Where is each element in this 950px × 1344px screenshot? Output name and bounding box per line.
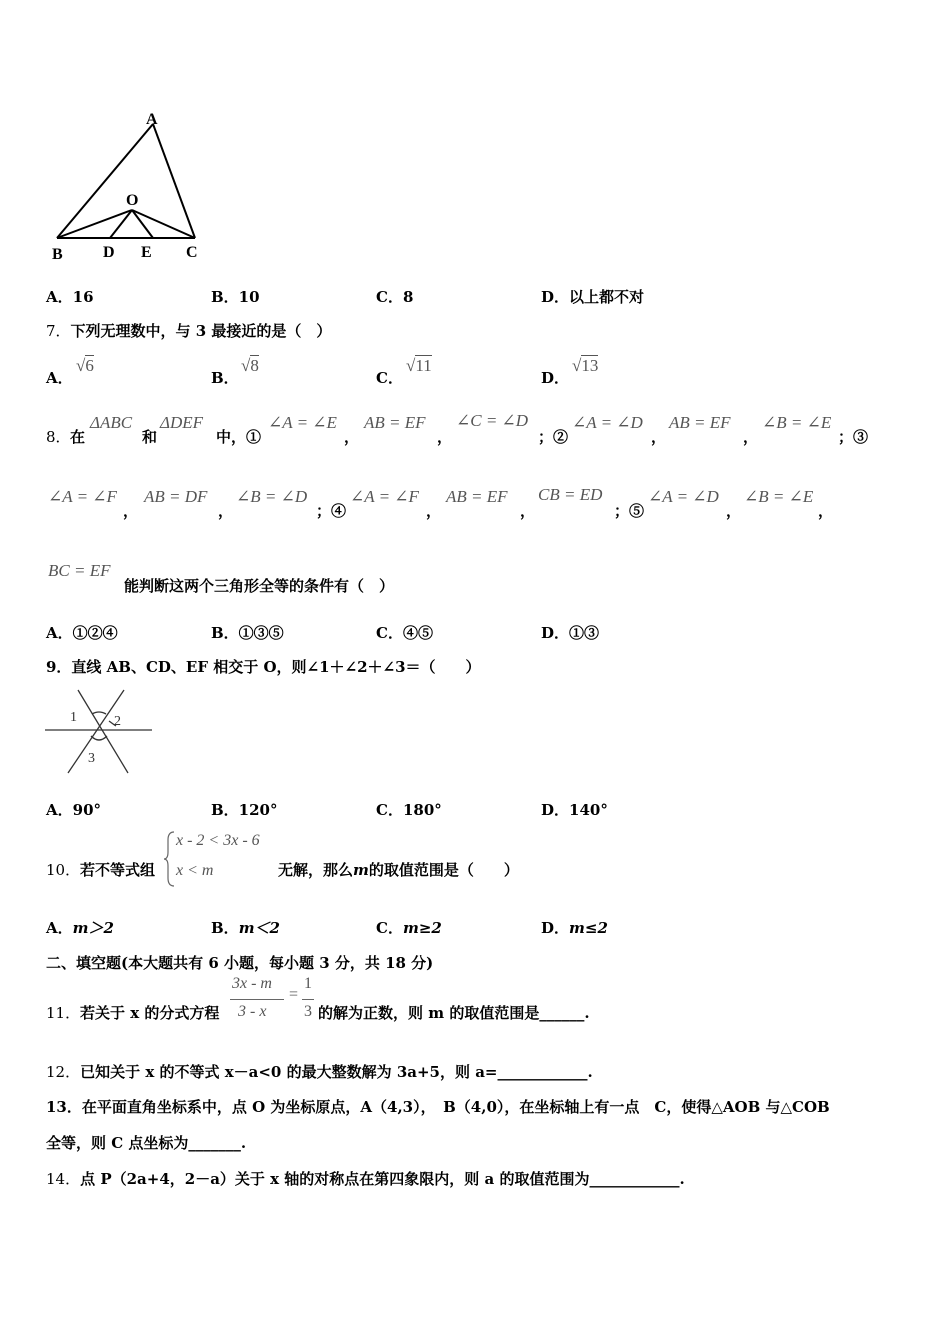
q8-cond2-b: AB = EF [669, 413, 731, 432]
intersecting-lines-figure [42, 686, 154, 778]
q6-option-b[interactable]: B．10 [211, 288, 260, 306]
q8-cond5-c: BC = EF [48, 561, 111, 580]
angle-1-arc [92, 712, 106, 714]
q7-option-a[interactable] [46, 367, 73, 388]
q7-radicand-c: 11 [415, 356, 432, 375]
q11-equals: = [289, 986, 299, 1003]
q12-number: 12． [46, 1063, 81, 1081]
q8-tail: 能判断这两个三角形全等的条件有（ ） [124, 577, 395, 595]
q7-sqrt-c: √11 [406, 356, 432, 375]
q6-option-d[interactable]: D．以上都不对 [541, 288, 645, 306]
q11-rhs-numerator: 1 [304, 975, 312, 992]
angle-label-2: 2 [114, 714, 121, 729]
q8-triangle-abc: ΔABC [90, 413, 133, 432]
angle-label-3: 3 [88, 751, 95, 766]
q10-option-c[interactable] [376, 917, 442, 938]
q8-cond3-c: ∠B = ∠D [236, 487, 308, 506]
angle-3-arc [91, 736, 107, 740]
q13-line-1: 13．在平面直角坐标系中，点 O 为坐标原点，A（4,3）， B（4,0），在坐标轴上有一点 C，使得△AOB 与△COB [46, 1098, 830, 1116]
q8-cond3-b: AB = DF [144, 487, 208, 506]
q10-option-b[interactable] [211, 917, 280, 938]
q8-comma: ， [123, 502, 139, 520]
q8-comma: ， [520, 502, 536, 520]
section-heading: 二、填空题(本大题共有 6 小题，每小题 3 分，共 18 分) [46, 954, 434, 972]
q8-option-a[interactable]: A．①②④ [46, 624, 118, 642]
q7-option-c[interactable] [376, 367, 403, 388]
label-d: D [103, 244, 115, 261]
label-b: B [52, 246, 63, 263]
q7-sqrt-d: √13 [572, 356, 599, 375]
q8-cond4-b: AB = EF [446, 487, 508, 506]
q8-cond3-a: ∠A = ∠F [48, 487, 117, 506]
q7-option-c-label: C． [376, 369, 403, 387]
q10-text-1: 若不等式组 [80, 861, 156, 879]
q10-option-c-label: C． [376, 919, 403, 937]
label-a: A [146, 111, 158, 128]
q8-comma: ， [344, 428, 360, 446]
q8-cond1-b: AB = EF [364, 413, 426, 432]
q8-cond4-a: ∠A = ∠F [350, 487, 419, 506]
q8-text-in: 在 [70, 428, 86, 446]
q11-numerator: 3x - m [232, 975, 272, 992]
q12 [46, 1061, 593, 1082]
label-o: O [126, 192, 139, 209]
q7-radicand-a: 6 [85, 356, 94, 375]
q10-variable: m [353, 861, 369, 879]
q14 [46, 1168, 685, 1189]
q8-comma: ， [218, 502, 234, 520]
q8-comma: ， [426, 502, 442, 520]
system-brace [162, 830, 176, 888]
q8-cond4-c: CB = ED [538, 485, 603, 504]
q8-option-c[interactable]: C．④⑤ [376, 624, 433, 642]
q7-sqrt-b: √8 [241, 356, 259, 375]
q10-inequality-1: x - 2 < 3x - 6 [176, 832, 260, 849]
q12-text: 已知关于 x 的不等式 x－a<0 的最大整数解为 3a+5，则 a=____________. [80, 1063, 593, 1081]
label-e: E [141, 244, 152, 261]
q8-cond1-c: ∠C = ∠D [456, 411, 529, 430]
angle-label-1: 1 [70, 710, 77, 725]
triangle-figure [40, 104, 220, 266]
q10-option-c-value: m≥2 [402, 919, 442, 937]
q14-number: 14． [46, 1170, 81, 1188]
q7-option-d[interactable] [541, 367, 569, 388]
q11-text-1: 若关于 x 的分式方程 [80, 1004, 220, 1022]
q7-radicand-d: 13 [581, 356, 599, 375]
q10-text-2 [278, 859, 519, 880]
line-ab [78, 690, 128, 773]
q10-option-a-label: A． [46, 919, 73, 937]
q7-radicand-b: 8 [250, 356, 259, 375]
q8-comma: ， [726, 502, 742, 520]
q8-cond5-b: ∠B = ∠E [744, 487, 814, 506]
q8-comma: ， [818, 502, 834, 520]
q11-fraction-bar [230, 999, 284, 1000]
q8-comma: ， [743, 428, 759, 446]
q7-option-b-label: B． [211, 369, 239, 387]
q11-text-2: 的解为正数，则 m 的取值范围是______. [318, 1004, 590, 1022]
label-c: C [186, 244, 198, 261]
q9-stem: 9．直线 AB、CD、EF 相交于 O，则∠1＋∠2＋∠3＝（ ） [46, 658, 481, 676]
q7-number: 7． [46, 322, 71, 340]
q8-triangle-def: ΔDEF [160, 413, 204, 432]
q10-text-2a: 无解，那么 [278, 861, 354, 879]
q10-option-b-value: m＜2 [238, 919, 280, 937]
q14-text: 点 P（2a+4，2－a）关于 x 轴的对称点在第四象限内，则 a 的取值范围为____________. [80, 1170, 685, 1188]
q8-cond5-a: ∠A = ∠D [648, 487, 719, 506]
q10-option-a-value: m＞2 [72, 919, 114, 937]
line-cd [68, 690, 124, 773]
q9-option-a[interactable]: A．90° [46, 801, 102, 819]
q8-cond2-a: ∠A = ∠D [572, 413, 643, 432]
q7-option-a-label: A． [46, 369, 73, 387]
q8-cond1-a: ∠A = ∠E [268, 413, 337, 432]
q11-number: 11． [46, 1004, 81, 1022]
q10-option-b-label: B． [211, 919, 239, 937]
q10-inequality-2: x < m [176, 862, 214, 879]
q7-sqrt-a: √6 [76, 356, 94, 375]
q6-option-c[interactable]: C．8 [376, 288, 414, 306]
q9-option-c[interactable]: C．180° [376, 801, 442, 819]
q10-option-a[interactable] [46, 917, 114, 938]
q10-option-d-value: m≤2 [569, 919, 608, 937]
q8-option-b[interactable]: B．①③⑤ [211, 624, 284, 642]
q8-comma: ， [437, 428, 453, 446]
q10-number: 10． [46, 861, 81, 879]
q8-number: 8． [46, 428, 71, 446]
q8-sep2: ；② [538, 428, 569, 446]
q10-option-d[interactable] [541, 917, 608, 938]
q7-text: 下列无理数中，与 3 最接近的是（ ） [70, 322, 332, 340]
q13-line-2: 全等，则 C 点坐标为_______. [46, 1134, 247, 1152]
q8-text-and: 和 [142, 428, 158, 446]
q8-sep5: ；⑤ [614, 502, 645, 520]
q7-option-d-label: D． [541, 369, 570, 387]
side-ac [153, 124, 195, 238]
q8-cond2-c: ∠B = ∠E [762, 413, 832, 432]
q8-text-mid1: 中，① [216, 428, 262, 446]
q7-option-b[interactable] [211, 367, 239, 388]
q8-sep4: ；④ [316, 502, 347, 520]
q10-text-3: 的取值范围是（ ） [368, 861, 519, 879]
q8-sep3: ；③ [838, 428, 869, 446]
q9-option-d[interactable]: D．140° [541, 801, 608, 819]
q8-option-d[interactable]: D．①③ [541, 624, 600, 642]
q6-option-a[interactable]: A．16 [46, 288, 94, 306]
q9-option-b[interactable]: B．120° [211, 801, 278, 819]
q11-rhs-denominator: 3 [304, 1003, 312, 1020]
q11-denominator: 3 - x [238, 1003, 267, 1020]
q10-option-d-label: D． [541, 919, 570, 937]
q11-rhs-fraction-bar [302, 999, 314, 1000]
q7-stem [46, 320, 331, 341]
q8-comma: ， [651, 428, 667, 446]
